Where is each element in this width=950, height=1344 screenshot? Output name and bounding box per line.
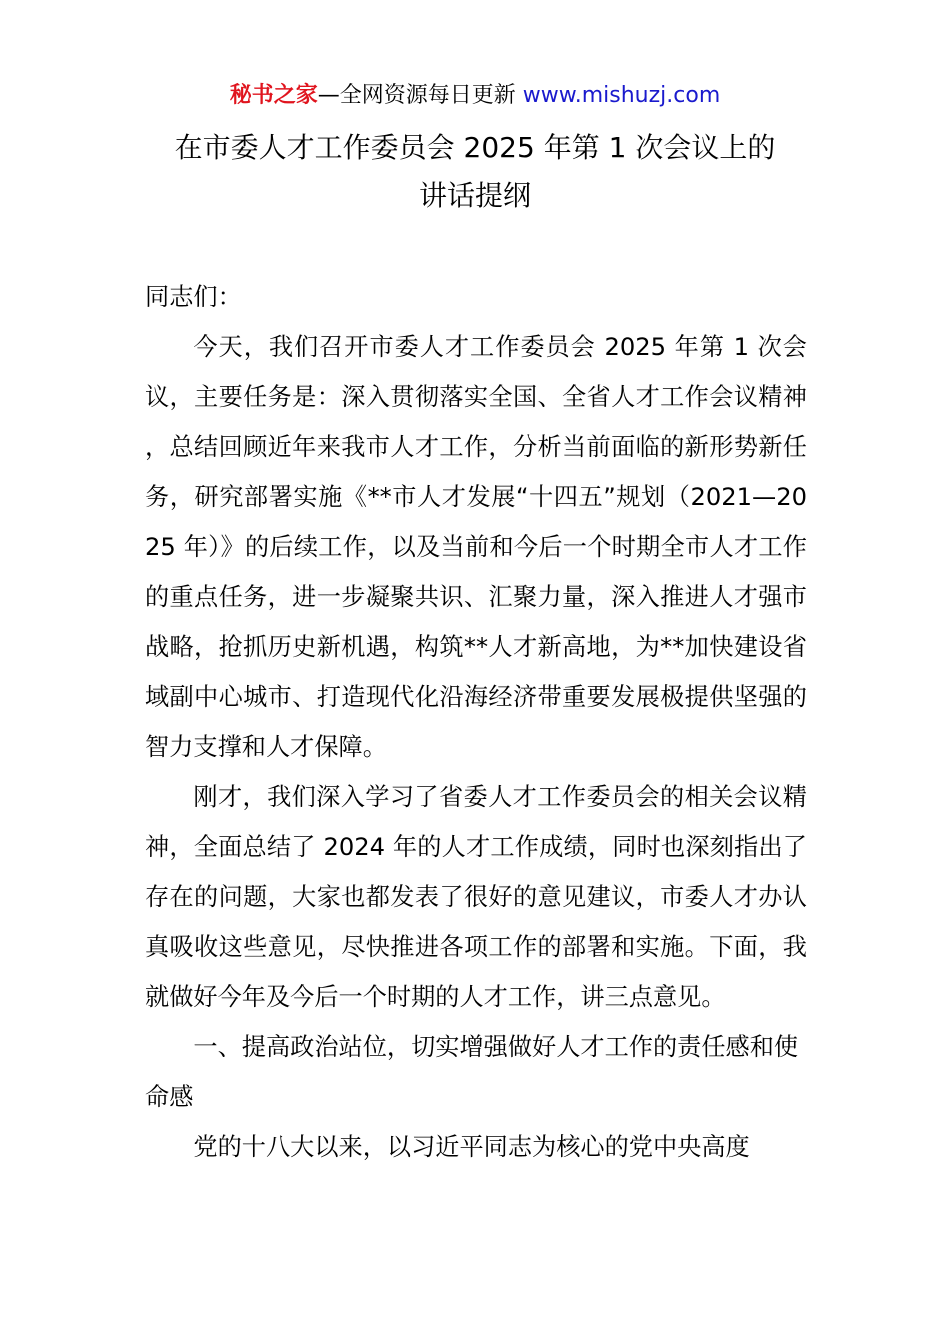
section-heading-1: 一、提高政治站位，切实增强做好人才工作的责任感和使命感 (145, 1033, 799, 1111)
document-title-line-1: 在市委人才工作委员会 2025 年第 1 次会议上的 (174, 131, 776, 164)
paragraph-opening: 今天，我们召开市委人才工作委员会 2025 年第 1 次会议，主要任务是：深入贯彻落实全国、全省人才工作会议精神，总结回顾近年来我市人才工作，分析当前面临的新形势新任务，研究部署实施《**市人才发展“十四五”规划（2021—2025 年）》的后续工作，以及当前和今后一个时期全市人才工作的重点任务，进一步凝聚共识、汇聚力量，深入推进人才强市战略，抢抓历史新机遇，构筑**人才新高地，为**加快建设省域副中心城市、打造现代化沿海经济带重要发展极提供坚强的智力支撑和人才保障。 (145, 333, 807, 761)
greeting: 同志们： (145, 283, 242, 311)
document-title-line-2: 讲话提纲 (418, 179, 531, 212)
section-1-first-line: 党的十八大以来，以习近平同志为核心的党中央高度 (193, 1133, 750, 1161)
document-body (145, 322, 807, 1172)
site-header (0, 80, 950, 112)
site-tagline: —全网资源每日更新 (317, 83, 523, 108)
site-url-link[interactable]: www.mishuzj.com (522, 83, 721, 108)
paragraph-review: 刚才，我们深入学习了省委人才工作委员会的相关会议精神，全面总结了 2024 年的人才工作成绩，同时也深刻指出了存在的问题，大家也都发表了很好的意见建议，市委人才办认真吸收这些意见，尽快推进各项工作的部署和实施。下面，我就做好今年及今后一个时期的人才工作，讲三点意见。 (145, 783, 807, 1011)
site-brand[interactable]: 秘书之家 (229, 83, 318, 108)
